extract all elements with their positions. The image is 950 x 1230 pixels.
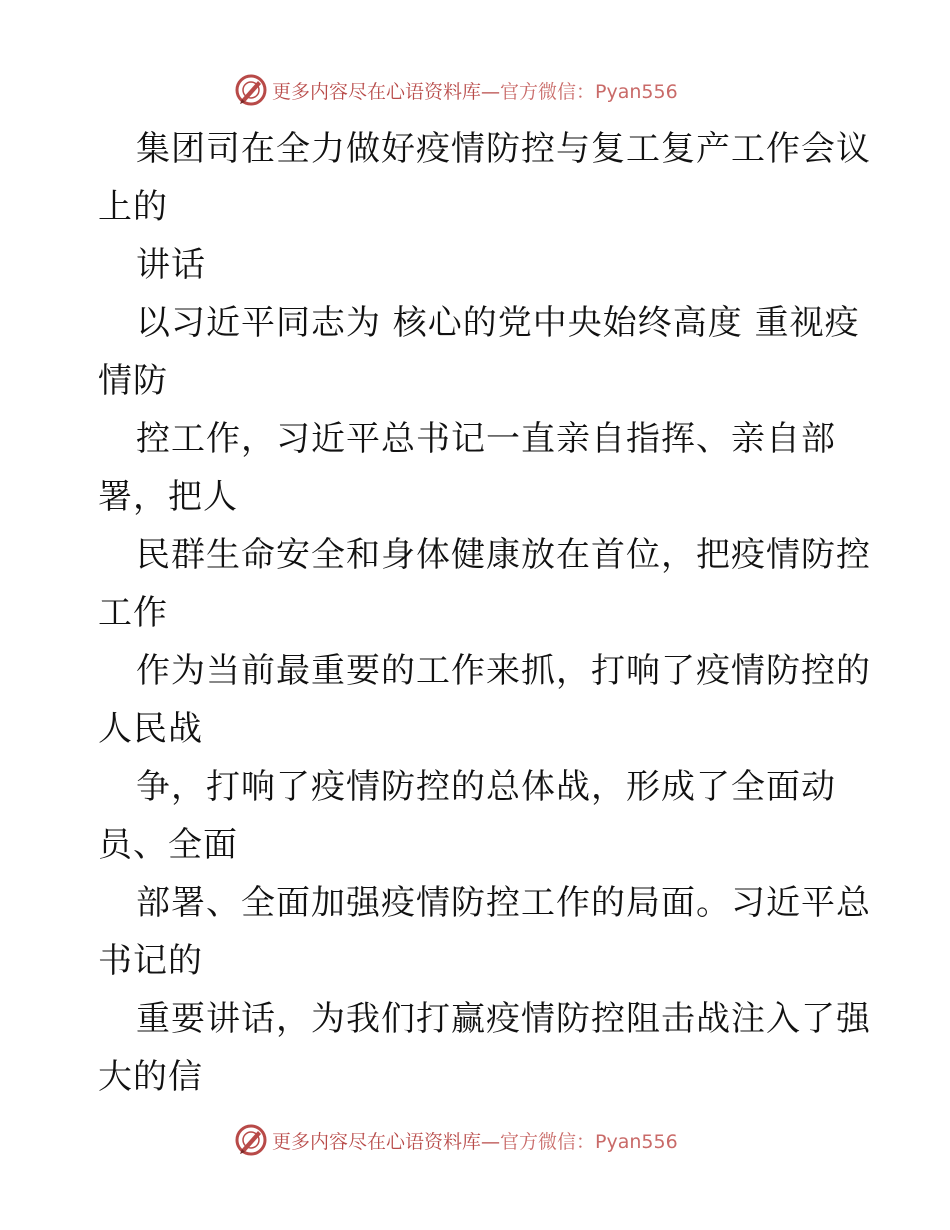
pen-logo-icon	[234, 73, 268, 107]
header-banner-inner	[234, 70, 678, 110]
text-line: 重要讲话，为我们打赢疫情防控阻击战注入了强	[136, 999, 871, 1039]
footer-banner-text: 更多内容尽在心语资料库—	[272, 1130, 501, 1153]
text-line: 大的信	[98, 1057, 203, 1097]
footer-banner-wechat: 官方微信：Pyan556	[500, 1130, 678, 1153]
text-line: 书记的	[98, 941, 203, 981]
text-line: 以习近平同志为 核心的党中央始终高度 重视疫	[136, 303, 860, 343]
pen-logo-icon	[234, 1123, 268, 1157]
document-body	[98, 120, 871, 1106]
text-line: 集团司在全力做好疫情防控与复工复产工作会议	[136, 129, 871, 169]
text-line: 署，把人	[98, 477, 238, 517]
header-banner-text: 更多内容尽在心语资料库—	[272, 80, 501, 103]
text-line: 讲话	[136, 245, 206, 285]
text-line: 控工作，习近平总书记一直亲自指挥、亲自部	[136, 419, 836, 459]
text-line: 工作	[98, 593, 168, 633]
footer-banner-inner	[234, 1120, 678, 1160]
header-banner-wechat: 官方微信：Pyan556	[500, 80, 678, 103]
text-line: 作为当前最重要的工作来抓，打响了疫情防控的	[136, 651, 871, 691]
text-line: 争，打响了疫情防控的总体战，形成了全面动	[136, 767, 836, 807]
text-line: 员、全面	[98, 825, 238, 865]
text-line: 上的	[98, 187, 168, 227]
text-line: 人民战	[98, 709, 203, 749]
text-line: 部署、全面加强疫情防控工作的局面。习近平总	[136, 883, 871, 923]
header-banner	[0, 70, 950, 110]
footer-banner	[0, 1120, 950, 1160]
text-line: 民群生命安全和身体健康放在首位，把疫情防控	[136, 535, 871, 575]
text-line: 情防	[98, 361, 168, 401]
